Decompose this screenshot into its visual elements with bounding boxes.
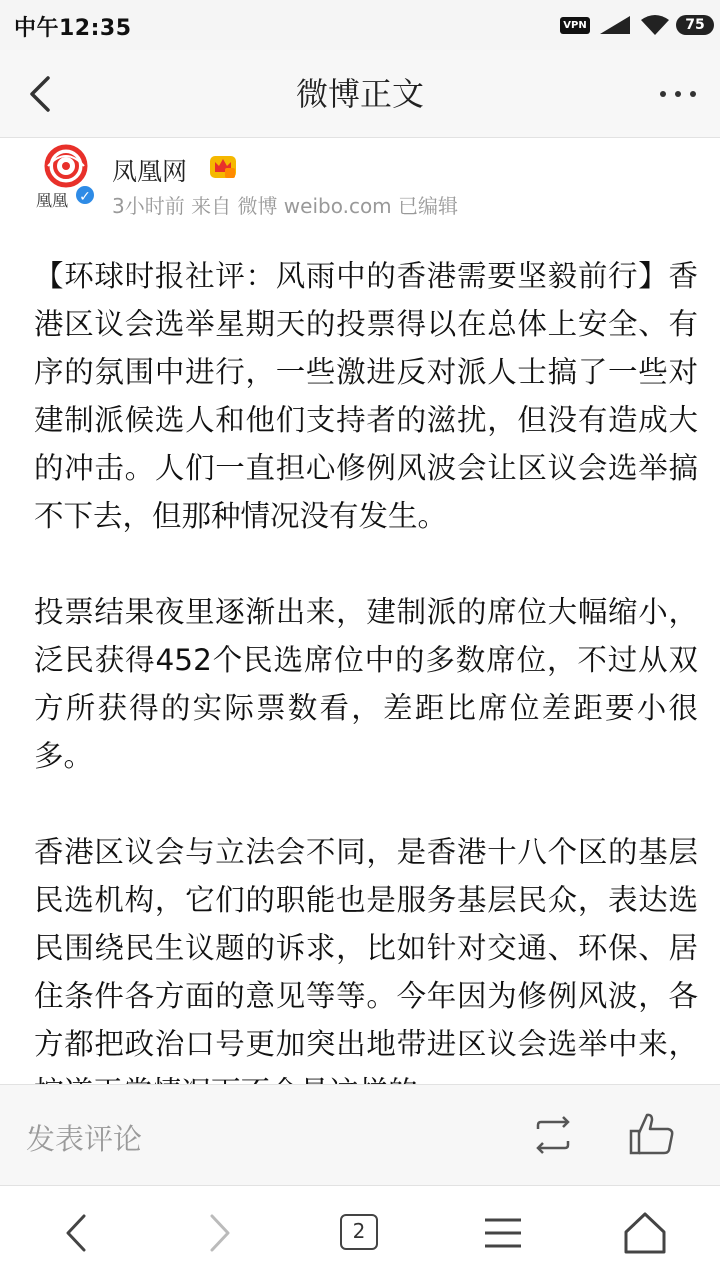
- vpn-icon: VPN: [560, 17, 590, 34]
- browser-nav-bar: [0, 1186, 720, 1280]
- menu-icon[interactable]: [478, 1208, 528, 1258]
- nav-forward-icon[interactable]: [194, 1208, 244, 1258]
- tabs-count-button[interactable]: 2: [340, 1214, 378, 1250]
- signal-icon: [598, 14, 632, 36]
- author-row: [0, 138, 720, 228]
- post-paragraph: 【环球时报社评：风雨中的香港需要坚毅前行】香港区议会选举星期天的投票得以在总体上安全、有序的氛围中进行，一些激进反对派人士搞了一些对建制派候选人和他们支持者的滋扰，但没有造成大的冲击。人们一直担心修例风波会让区议会选举搞不下去，但那种情况没有发生。: [34, 259, 698, 533]
- post-paragraph: 投票结果夜里逐渐出来，建制派的席位大幅缩小，泛民获得452个民选席位中的多数席位，不过从双方所获得的实际票数看，差距比席位差距要小很多。: [34, 595, 698, 773]
- status-time: 中午12:35: [14, 16, 132, 41]
- comment-bar: [0, 1084, 720, 1186]
- phoenix-logo-icon: [38, 144, 94, 188]
- home-icon[interactable]: [620, 1208, 670, 1258]
- chevron-left-icon[interactable]: [22, 72, 62, 116]
- nav-back-icon[interactable]: [52, 1208, 102, 1258]
- post-meta: 3小时前 来自 微博 weibo.com 已编辑: [112, 194, 459, 218]
- author-name[interactable]: 凤凰网: [112, 157, 188, 186]
- post-paragraph: 香港区议会与立法会不同，是香港十八个区的基层民选机构，它们的职能也是服务基层民众，表达选民围绕民生议题的诉求，比如针对交通、环保、居住条件各方面的意见等等。今年因为修例风波，各方都把政治口号更加突出地带进区议会选举中来，: [34, 835, 698, 1061]
- comment-input[interactable]: 发表评论: [26, 1122, 143, 1156]
- repost-icon[interactable]: [530, 1115, 576, 1155]
- status-bar: [0, 0, 720, 50]
- thumbs-up-icon[interactable]: [628, 1111, 676, 1157]
- wifi-icon: [640, 14, 670, 36]
- verified-badge-icon: ✓: [74, 184, 96, 206]
- vip-crown-icon[interactable]: [208, 152, 238, 180]
- post-content: [34, 252, 698, 1082]
- battery-icon: 75: [676, 15, 714, 35]
- avatar-logo-text: 凰凰: [36, 191, 69, 210]
- page-title: 微博正文: [295, 75, 424, 113]
- more-dots-icon[interactable]: [656, 80, 700, 108]
- header-bar: [0, 50, 720, 138]
